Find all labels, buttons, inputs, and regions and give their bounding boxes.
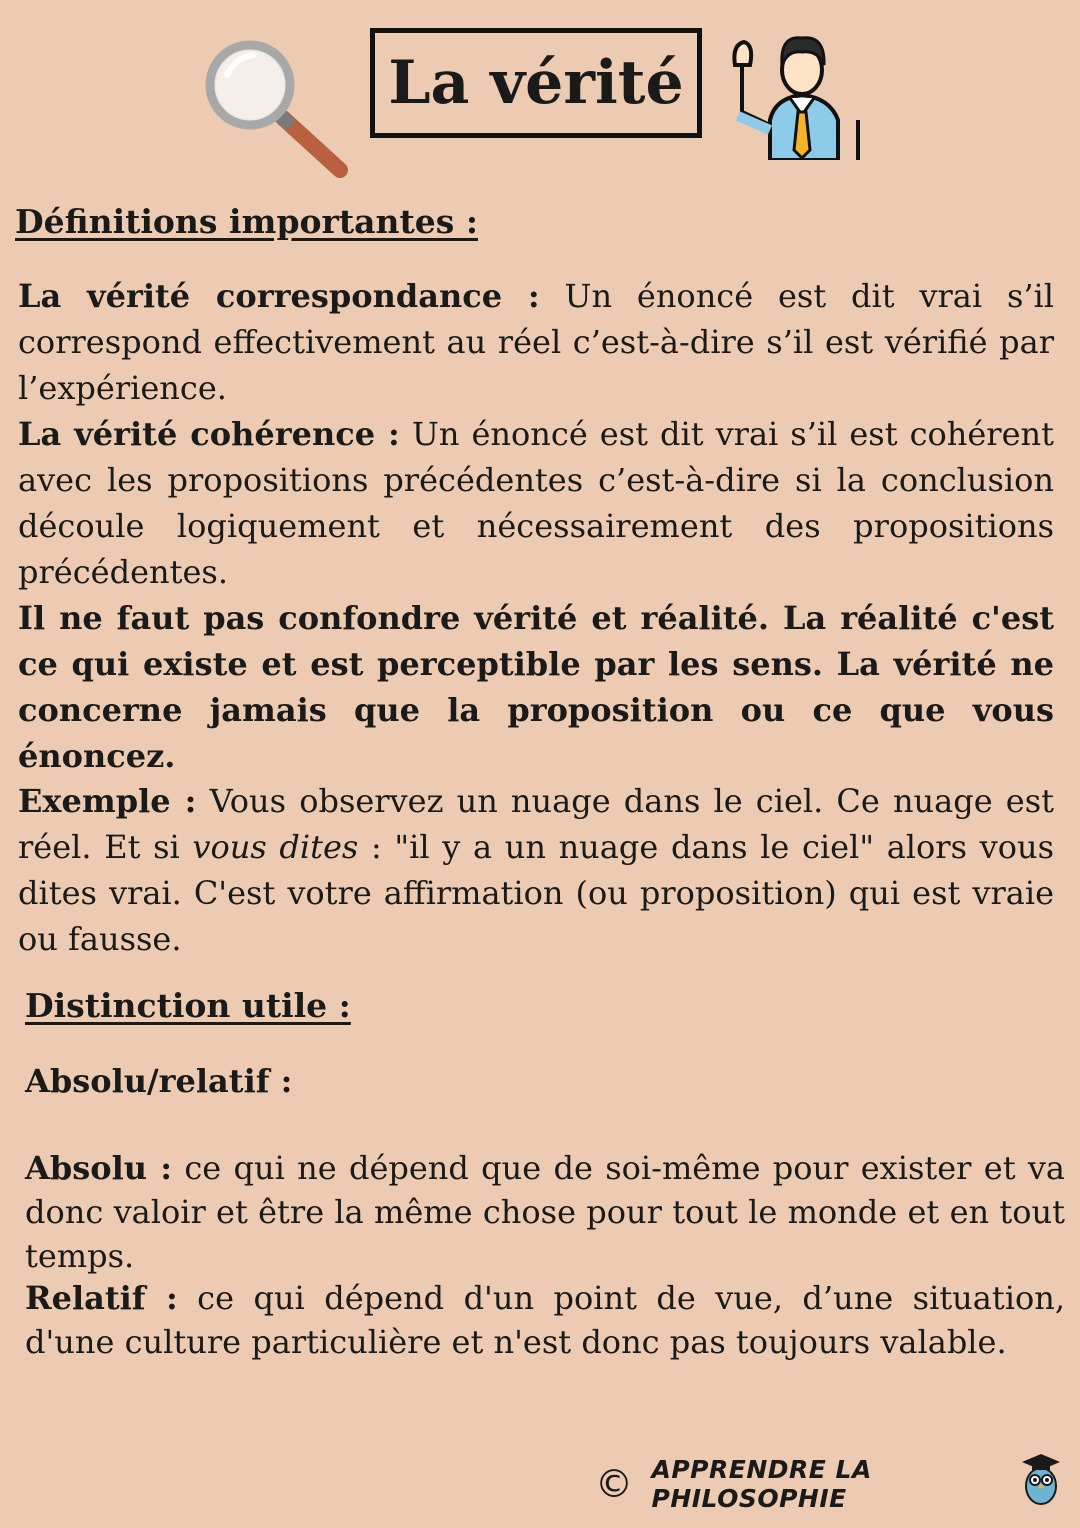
example-paragraph [18, 778, 1054, 962]
definition-text: ce qui dépend d'un point de vue, d’une situation, d'une culture particulière et n'est donc pas toujours valable. [25, 1279, 1065, 1361]
warning-paragraph: Il ne faut pas confondre vérité et réalité. La réalité c'est ce qui existe et est perceptible par les sens. La vérité ne concerne jamais que la proposition ou ce que vous énoncez. [18, 599, 1054, 775]
example-italic: vous dites [192, 828, 359, 866]
brand-name: APPRENDRE LA PHILOSOPHIE [651, 1455, 872, 1513]
footer-brand [595, 1455, 1065, 1513]
header [0, 20, 1080, 170]
definition-text: Un énoncé est dit vrai s’il est cohérent avec les propositions précédentes c’est-à-dire si la conclusion découle logiquement et nécessairement des propositions précédentes. [18, 415, 1055, 591]
person-raising-hand-icon [730, 20, 875, 160]
term-example: Exemple : [18, 782, 197, 820]
term-correspondance: La vérité correspondance : [18, 277, 540, 315]
subtitle-absolu-relatif: Absolu/relatif : [25, 1062, 293, 1100]
term-relatif: Relatif : [25, 1279, 178, 1317]
term-absolu: Absolu : [25, 1149, 173, 1187]
page-title: La vérité [370, 28, 702, 138]
example-text: : "il y a un nuage dans le ciel" alors vous dites vrai. C'est votre affirmation (ou proposition) qui est vraie ou fausse. [18, 828, 1055, 958]
copyright-symbol: © [595, 1462, 634, 1506]
owl-graduate-icon [1020, 1452, 1062, 1506]
definition-correspondance [18, 273, 1054, 411]
example-text: Vous observez un nuage dans le ciel. Ce nuage est réel. Et si [18, 782, 1055, 866]
definition-text: ce qui ne dépend que de soi-même pour exister et va donc valoir et être la même chose pour tout le monde et en tout temps. [25, 1149, 1066, 1275]
definition-relatif [25, 1276, 1065, 1364]
section-title-definitions: Définitions importantes : [15, 202, 479, 241]
term-coherence: La vérité cohérence : [18, 415, 400, 453]
section-title-distinction: Distinction utile : [25, 986, 351, 1025]
definition-coherence [18, 411, 1054, 595]
definition-absolu [25, 1146, 1065, 1278]
definition-text: Un énoncé est dit vrai s’il correspond effectivement au réel c’est-à-dire s’il est vérifié par l’expérience. [18, 277, 1054, 407]
magnifying-glass-icon [205, 40, 350, 180]
